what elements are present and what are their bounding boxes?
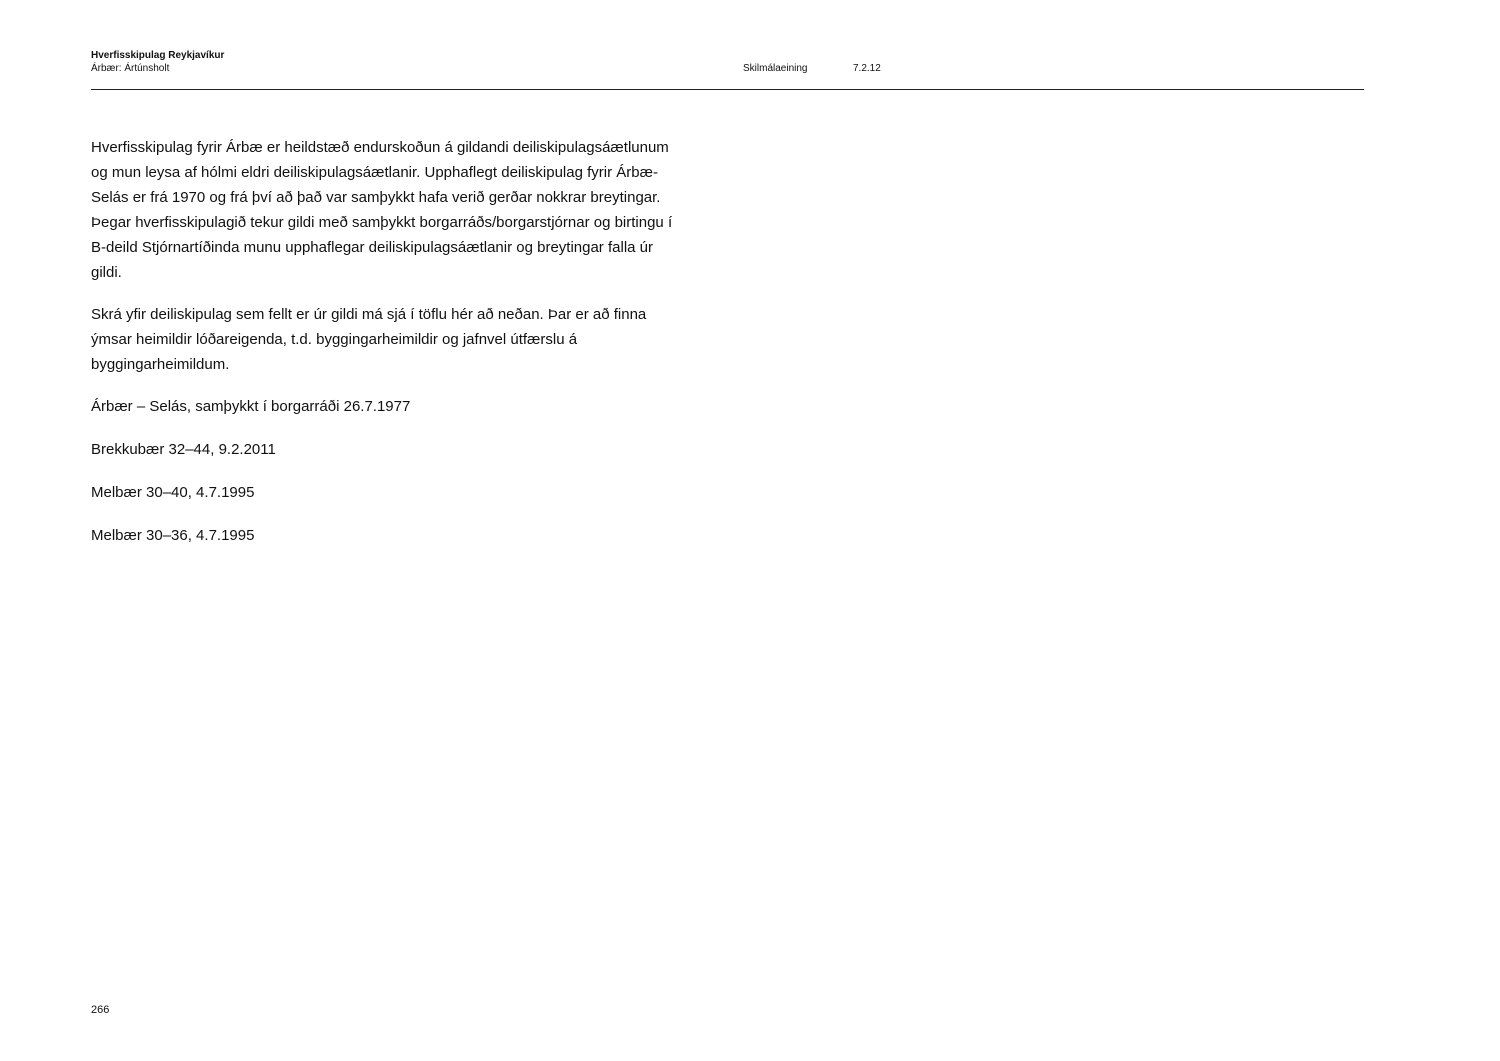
- document-title: Hverfisskipulag Reykjavíkur: [91, 50, 225, 61]
- header-divider: [91, 89, 1364, 90]
- plan-item: Melbær 30–40, 4.7.1995: [91, 484, 255, 501]
- plan-item: Árbær – Selás, samþykkt í borgarráði 26.7.1977: [91, 398, 411, 415]
- main-content: [91, 135, 681, 566]
- intro-paragraph: Hverfisskipulag fyrir Árbæ er heildstæð endurskoðun á gildandi deiliskipulagsáætlunum og mun leysa af hólmi eldri deiliskipulagsáætlanir. Upphaflegt deiliskipulag fyrir Árbæ-Selás er frá 1970 og frá því að það var samþykkt hafa verið gerðar nokkrar breytingar. Þegar hverfisskipulagið tekur gildi með samþykkt borgarráðs/borgarstjórnar og birtingu í B-deild Stjórnartíðinda munu upphaflegar deiliskipulagsáætlanir og breytingar falla úr gildi.: [91, 139, 673, 281]
- page-number: 266: [91, 1004, 110, 1016]
- repealed-plans-paragraph: Skrá yfir deiliskipulag sem fellt er úr gildi má sjá í töflu hér að neðan. Þar er að finna ýmsar heimildir lóðareigenda, t.d. byggingarheimildir og jafnvel útfærslu á byggingarheimildum.: [91, 306, 647, 373]
- repealed-plans-list: [91, 394, 681, 548]
- section-number: 7.2.12: [853, 63, 881, 74]
- page-header: [91, 50, 1364, 90]
- plan-item: Brekkubær 32–44, 9.2.2011: [91, 441, 276, 458]
- plan-item: Melbær 30–36, 4.7.1995: [91, 527, 255, 544]
- document-subtitle: Árbær: Ártúnsholt: [91, 63, 170, 74]
- section-label: Skilmálaeining: [743, 63, 808, 74]
